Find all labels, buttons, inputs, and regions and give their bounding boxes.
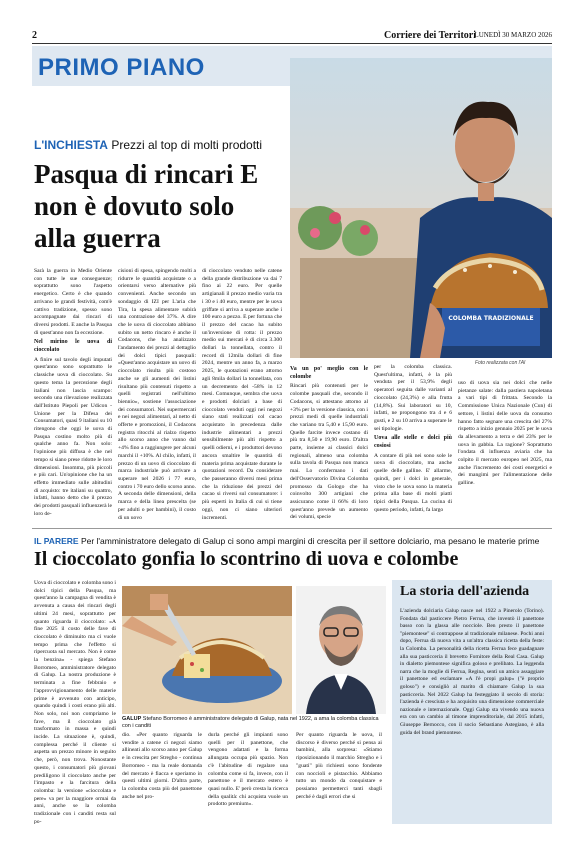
article1-col1-p1: Sarà la guerra in Medio Oriente con tutte le sue conseguenze; soprattutto sono l'aspetto energetico. Certo è che quando arrivano le grandi festività, com'è cattivo tradizione, spesso sono accompagnate dai rincari di diversi prodotti. E anche la Pasqua di quest'anno non fa eccezione. [34, 268, 112, 336]
article2-kicker [34, 536, 539, 546]
article1-subheading-3: Uova alle stelle e dolci più cosiosi [374, 435, 452, 450]
page-header [32, 30, 552, 44]
publication-name: Corriere dei Territori [384, 30, 477, 41]
article2-headline: Il cioccolato gonfia lo scontrino di uova e colombe [34, 548, 459, 570]
company-history-title: La storia dell'azienda [400, 584, 530, 599]
article2-column-3 [208, 732, 288, 811]
article1-col1-p2: A finire sul tavolo degli imputati quest'anno sono soprattutto le classiche uova di cioccolato. Su questo tema la percezione degli italiani non lascia scampo: secondo una rilevazione realizzata dall'Istituto Piepoli per Udicon - Unione per la Difesa dei Consumatori, quasi 9 italiani su 10 ritengono che oggi le uova di Pasqua costino molto più di qualche anno fa. Non solo: l'opinione più diffusa è che nel tempo si siano prese ridotte le loro dimensioni. Insomma, più piccoli e più cari. Un'opinione che ha un effetto immediato sulle abitudini di acquisto: tre italiani su quattro, infatti, hanno detto che il prezzo dei prodotti pasquali influenzerà le loro de- [34, 356, 112, 517]
article2-column-2 [122, 732, 202, 803]
article1-col2-text: cisioni di spesa, spingendo molti a ridurre le quantità acquistate o a orientarsi verso alternative più convenienti. Anche secondo un sondaggio di IZI per L'aria che Tira, la spesa alimentare subirà una contrazione del 37%. A dire che le uova di cioccolato abbiano subito un netto rincaro è anche il Codacons, che ha analizzato l'andamento dei prezzi al dettaglio dei dolci tipici pasquali: «Quest'anno acquistare un uovo di cioccolato risulta più costoso anche se gli aumenti dei listini risultano più contenuti rispetto a quelli registrati nell'ultimo biennio», sostiene l'associazione dei consumatori. Nei supermercati e nei negozi alimentari, al netto di offerte e promozioni, il Codacons registra ritocchi al rialzo rispetto allo scorso anno che vanno dal +4% fino a raggiungere per alcuni marchi il +10%. Al chilo, infatti, il prezzo di un uovo di cioccolato di marca industriale può arrivare a superare nel 2026 i 77 euro, contro i 70 euro dello scorso anno. A seconda delle dimensioni, della marca e della linea prescelta (se per adulti o per bambini), il costo di un uovo [118, 268, 196, 521]
article1-col5-p1: per la colomba classica. Quest'ultima, infatti, è la più venduta per il 53,9% degli operatori seguita dalle varianti al cioccolato (24,3%) e alla frutta (14,8%). Sui laboratori su 10, infatti, ne propongono tra 4 e 6 gusti, e 2 su 10 arriva a superare le sei tipologie. [374, 364, 452, 432]
article1-col5-p2: A contare di più nei sono sole le uova di cioccolato, ma anche quelle delle galline. E' allarme, quindi, per i dolci in generale, visto che le uova sono la materia prima alla base di molti piatti tipici della Pasqua. La cucina di questo periodo, infatti, fa largo [374, 452, 452, 513]
article2-col1-text: Uova di cioccolato e colomba sono i dolci tipici della Pasqua, ma quest'anno la campagna di vendita è avvenuta a causa dei rincari degli ultimi 24 mesi, soprattutto per quanto riguarda il cioccolato: «A fine 2025 il costo delle fave di cioccolato è diminuito ma ci vuole tempo prima che l'effetto si ripercuota sul mercato. Non è come la benzina» - spiega Stefano Borromeo, amministratore delegato di Galup. La nostra produzione è terminata a fine febbraio e l'approvvigionamento delle materie prime è avvenuto con anticipo, quando quindi i costi erano più alti. Non solo, noi non compriamo le fave, ma il cioccolato già trasformato in massa e quindi incide. La situazione è, quindi, complessa perché il cliente si aspetta un prezzo minore in seguito che, però, non trova. Nonostante questo, i consumatori più giovani prediligono il cioccolato anche per l'impasto e la farcitura della colomba: la versione «cioccolata e pere» va per la maggiore ormai da anni, anche se la colomba tradizionale con i canditi resta sul po- [34, 580, 116, 825]
article2-portrait-photo [296, 586, 386, 714]
article1-subheading-2: Va un po' meglio con le colombe [290, 366, 368, 380]
article1-kicker-text: Prezzi al top di molti prodotti [111, 138, 263, 152]
article1-column-5 [374, 364, 452, 516]
article1-photo-caption: Foto realizzata con l'AI [475, 360, 526, 366]
article1-kicker [34, 138, 262, 152]
article2-kicker-tag: IL PARERE [34, 536, 79, 546]
article1-subheading-1: Nel mirino le uova di cioccolato [34, 339, 112, 354]
article2-colomba-photo [122, 586, 292, 714]
article2-kicker-text: Per l'amministratore delegato di Galup ci sono ampi margini di crescita per il settore dolciario, ma pesano le materie prime [80, 536, 540, 546]
article1-photo [290, 58, 552, 358]
article1-column-3 [202, 268, 282, 524]
article2-column-1 [34, 580, 116, 829]
section-title: PRIMO PIANO [38, 54, 205, 81]
colomba-package-label: COLOMBA TRADIZIONALE [448, 315, 534, 322]
caption-text: Stefano Borromeo è amministratore delegato di Galup, nata nel 1922, a ama la colomba classica con i canditi [122, 716, 379, 729]
article1-column-6 [458, 380, 552, 490]
caption-company: GALUP [122, 716, 142, 722]
article1-column-1 [34, 268, 112, 521]
section-divider [32, 528, 552, 529]
man-with-colomba-illustration [290, 58, 552, 358]
article1-col6-text: uso di uova sia nei dolci che nelle pietanze salate: dalla pastiera napoletana a vari tipi di frittata. Secondo la Commissione Unica Nazionale (Cun) di settore, i listini delle uova da consumo hanno fatto segnare una crescita del 27% rispetto a inizio gennaio 2025 per le uova da allevamento a terra e del 23% per le uova in gabbia. La ragione? Soprattutto l'ondata di influenza aviaria che ha colpito il mercato europeo nel 2025, ma anche l'incremento dei costi energetici e dei mangimi per l'alimentazione delle galline. [458, 380, 552, 487]
article1-column-2 [118, 268, 196, 524]
article2-col4-text: Per quanto riguarda le uova, il discorso è diverso perché si pensa ai bambini, alla sorpresa: «Stiamo riposizionando il marchio Stregho e i "guati" più richiesti sono fondente con noccioli e pistacchio. Abbiamo tutto un mondo da conquistare e possiamo permetterci tanti sbagli perché è dagli errori che si [296, 732, 382, 800]
company-history-box [392, 580, 552, 824]
article2-col3-text: durla perché gli impianti sono quelli per il panettone, che vengono adattati e la forma allungata occupa più spazio. Non c'è l'abitudine di regalare una colomba come si fa, invece, con il panettone e il mercato estero è quasi nullo. E' però cresta la ricerca della qualità: chi acquista vuole un prodotto premium». [208, 732, 288, 808]
article1-headline: Pasqua di rincari E non è dovuto solo alla guerra [34, 159, 259, 253]
cake-cutting-illustration [122, 586, 292, 714]
article2-col2-text: dio. «Per quanto riguarda le vendite a catene ci negozi siamo allineati allo scorso anno per Galup e in crescita per Stregho - continua Borromeo - ma la reale domanda del mercato è fiacca e speriamo in questi ultimi giorni. D'altra parte, la colomba costa più del panettone anche nel pro- [122, 732, 202, 800]
article1-col4-text: Rincari più contenuti per le colombe pasquali che, secondo il Codacons, si attestano attorno al +3% per la versione classica, con i prezzi medi di quelle industriali che variano tra 5,40 e 15,90 euro. Quelle farcite invece costano di più tra 8,50 e 19,90 euro. D'altra parte, insieme ai classici dolci regionali, almeno una colomba sulla tavola di Pasqua non manca mai. Lo confermano i dati dell'Osservatorio Divina Colomba promosso da Gologo che ha coinvolto 300 artigiani che assicurano come il 66% di loro quest'anno prevede un aumento dei volumi, specie [290, 383, 368, 521]
issue-date: LUNEDÌ 30 MARZO 2026 [474, 31, 552, 39]
article1-kicker-tag: L'INCHIESTA [34, 138, 108, 152]
article1-column-4 [290, 364, 368, 524]
company-history-text: L'azienda dolciaria Galup nasce nel 1922 a Pinerolo (Torino). Fondata dal pasticcere Pietro Ferrua, che inventò il panettone basso con la glassa alle nocciole. Ben presto il panettone "piemontese" si contrappose al tradizionale milanese. Pochi anni dopo, Ferrua dà nuova vita a un'altra classica ricetta della feste: la Colomba. La personalità della ricetta Ferrua fece guadagnare alla sua pasticceria il brevetto Fornitore della Real Casa. Galup in dialetto piemontese significa goloso e prelibato. La leggenda narra che la moglie di Ferrua, Regina, sentì un amico assaggiare il panettone ed esclamare «A l'è propi galup» ("è proprio goloso") e consigliò al marito di chiamare Galup la sua pasticceria. Nel 2022 Galup ha festeggiato il secolo di storia: l'azienda è cresciuta e ha acquisito una dimensione commerciale nazionale e internazionale. Oggi Galup sta vivendo una nuova era con un cambio al timone imprenditoriale, dal 2015 infatti, Giuseppe Bernocco, con il socio Sebastiano Astegiano, è alla guida del brand piemontese. [400, 608, 544, 736]
stefano-borromeo-portrait [296, 586, 386, 714]
article2-photo-caption [122, 716, 388, 730]
page-number: 2 [32, 30, 37, 41]
article2-column-4 [296, 732, 382, 803]
article1-col3-text: di cioccolato venduto nelle catene della grande distribuzione va dai 7 fino ai 22 euro. Per quelle artigianali il prezzo medio varia tra i 30 e i 40 euro, mentre per le uova griffate si arriva a superare anche i 100 euro a pezzo. E per fortuna che il prezzo del cacao ha subito un'inversione di rotta: il prezzo medio sui mercati è di circa 3.300 dollari la tonnellata, contro il record di 12mila dollari di fine 2024, mentre un anno fa, a marzo 2025, le quotazioni erano attorno agli 8mila dollari la tonnellata, con un decremento del -58% in 12 mesi. Comunque, sembra che uova e prodotti dolciari a base di cioccolato venduti oggi nei negozi siano stati realizzati col cacao acquistato in precedenza dalle industrie alimentari a prezzi sensibilmente più alti rispetto a quelli odierni, e i produttori devono ancora smaltire le quantità di materia prima acquistate durante le quotazioni record. Da considerare che passeranno diversi mesi prima che la riduzione dei prezzi del cacao si riversi sul consumatore: i più esperti in Italia di cui si tiene oggi, non ci siano ulteriori incrementi. [202, 268, 282, 521]
